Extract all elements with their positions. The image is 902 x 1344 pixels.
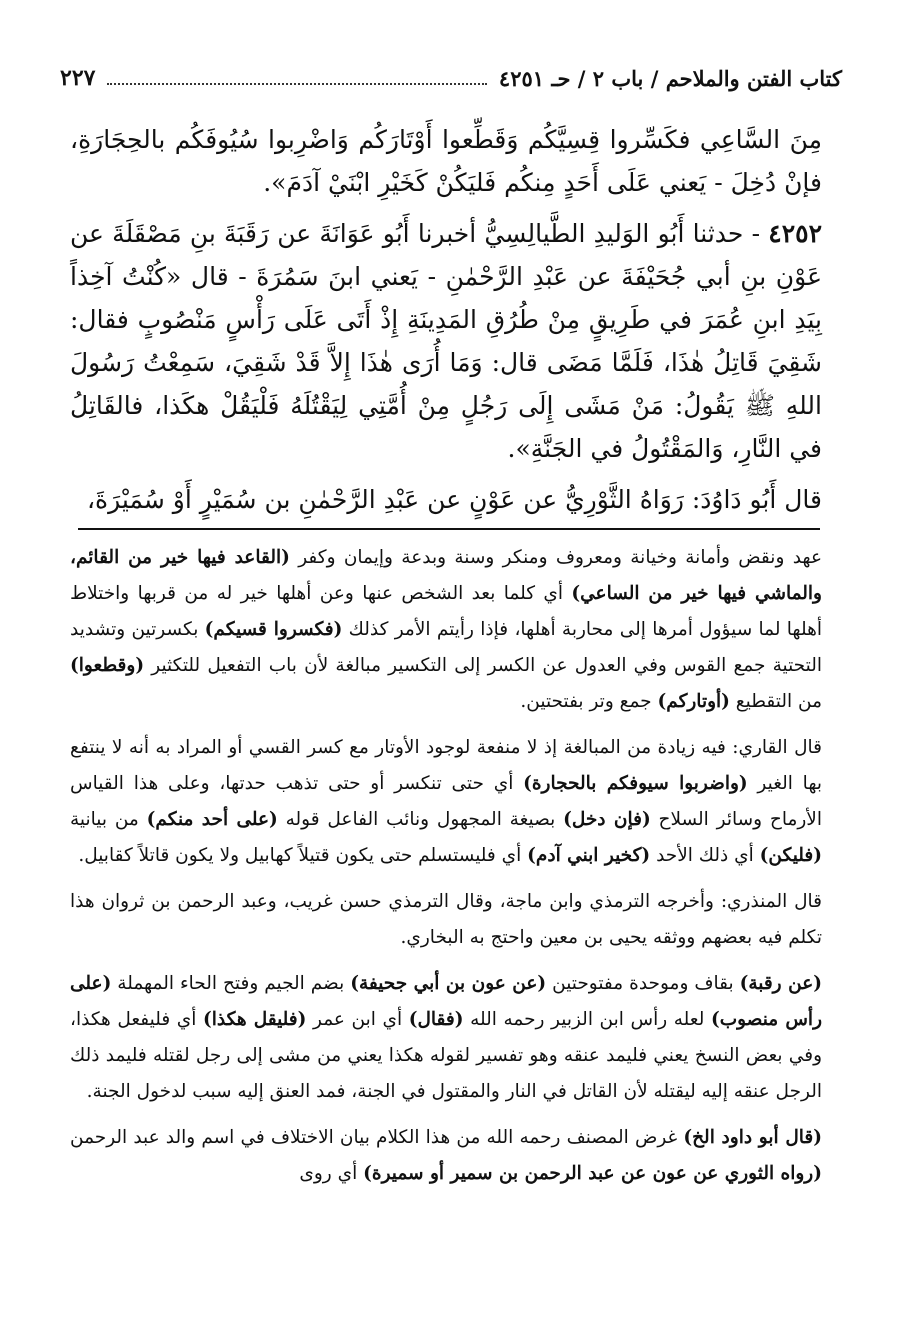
commentary — [70, 540, 822, 1202]
header-dot-leader — [107, 83, 486, 85]
commentary-quoted-phrase: (فليكن) — [759, 845, 822, 866]
commentary-quoted-phrase: (على رأس منصوب) — [70, 973, 822, 1030]
commentary-text: جمع وتر بفتحتين. — [520, 691, 658, 712]
commentary-quoted-phrase: (فليقل هكذا) — [203, 1009, 307, 1030]
commentary-quoted-phrase: (وقطعوا) — [70, 655, 145, 676]
commentary-text: أي فليستسلم حتى يكون قتيلاً كهابيل ولا يكون قاتلاً كقابيل. — [78, 845, 528, 866]
commentary-quoted-phrase: (أوتاركم) — [657, 691, 730, 712]
commentary-text: أي كلما بعد الشخص عنها وعن أهلها خير له من قربها واختلاط أهلها لما سيؤول أمرها إلى محاربة أهلها، فإذا رأيتم الأمر كذلك — [70, 583, 822, 640]
hadith-continuation: مِنَ السَّاعِي فكَسِّروا قِسِيَّكُم وَقَطِّعوا أَوْتَارَكُم وَاضْرِبوا سُيُوفَكُم بالحِجَارَةِ، فإنْ دُخِلَ - يَعني عَلَى أَحَدٍ مِنكُم فَليَكُنْ كَخَيْرِ ابْنَيْ آدَمَ». — [70, 125, 822, 197]
commentary-quoted-phrase: (عن عون بن أبي جحيفة) — [350, 973, 547, 994]
commentary-text: غرض المصنف رحمه الله من هذا الكلام بيان الاختلاف في اسم والد عبد الرحمن — [70, 1127, 684, 1148]
commentary-quoted-phrase: (على أحد منكم) — [146, 809, 278, 830]
running-header — [60, 58, 842, 98]
hadith-4252 — [70, 212, 822, 470]
commentary-text: أي حتى تنكسر أو حتى تذهب حدتها، وعلى هذا القياس الأرماح وسائر السلاح — [70, 773, 822, 830]
hadith-text — [70, 118, 822, 529]
commentary-text: قال القاري: فيه زيادة من المبالغة إذ لا منفعة لوجود الأوتار مع كسر القسي أو المراد به أنه لا ينتفع بها الغير — [70, 737, 822, 794]
commentary-quoted-phrase: (فكسروا قسيكم) — [204, 619, 343, 640]
commentary-quoted-phrase: (فقال) — [408, 1009, 464, 1030]
commentary-paragraph — [70, 730, 822, 874]
commentary-text: بصيغة المجهول ونائب الفاعل قوله — [277, 809, 564, 830]
commentary-text: أي فليفعل هكذا، وفي بعض النسخ يعني فليمد عنقه وهو تفسير لقوله هكذا يعني من مشى إلى رجل لقتله فليمد ذلك الرجل عنقه إليه ليقتله لأن القاتل في النار والمقتول في الجنة، فمد العنق إليه سبب لدخول الجنة. — [70, 1009, 822, 1102]
commentary-text: أي ذلك الأحد — [650, 845, 760, 866]
footnote-divider — [78, 528, 820, 530]
commentary-text: عهد ونقض وأمانة وخيانة ومعروف ومنكر وسنة وبدعة وإيمان وكفر — [289, 547, 822, 568]
commentary-text: بضم الجيم وفتح الحاء المهملة — [111, 973, 351, 994]
commentary-quoted-phrase: (قال أبو داود الخ) — [683, 1127, 822, 1148]
commentary-text: أي روى — [299, 1163, 364, 1184]
commentary-text: قال المنذري: وأخرجه الترمذي وابن ماجة، وقال الترمذي حسن غريب، وعبد الرحمن بن ثروان هذا تكلم فيه بعضهم ووثقه يحيى بن معين واحتج به البخاري. — [70, 891, 822, 948]
abu-dawud-remark: قال أَبُو دَاوُدَ: رَوَاهُ الثَّوْرِيُّ عن عَوْنٍ عن عَبْدِ الرَّحْمٰنِ بن سُمَيْرٍ أَوْ سُمَيْرَةَ، — [86, 485, 822, 514]
commentary-text: أي ابن عمر — [306, 1009, 409, 1030]
commentary-text: بقاف وموحدة مفتوحتين — [546, 973, 740, 994]
commentary-quoted-phrase: (عن رقبة) — [739, 973, 822, 994]
page-number: ٢٢٧ — [60, 65, 96, 91]
commentary-text: من التقطيع — [729, 691, 822, 712]
hadith-body: - حدثنا أَبُو الوَليدِ الطَّيالِسِيُّ أخبرنا أَبُو عَوَانَةَ عن رَقَبَةَ بنِ مَصْقَلَةَ عن عَوْنِ بنِ أبي جُحَيْفَةَ عن عَبْدِ الرَّحْمٰنِ - يَعني ابنَ سَمُرَةَ - قال «كُنْتُ آخِذاً بِيَدِ ابنِ عُمَرَ في طَرِيقٍ مِنْ طُرُقِ المَدِينَةِ إِذْ أَتَى عَلَى رَأْسٍ مَنْصُوبٍ فقال: شَقِيَ قَاتِلُ هٰذَا، فَلَمَّا مَضَى قال: وَمَا أُرَى هٰذَا إِلاَّ قَدْ شَقِيَ، سَمِعْتُ رَسُولَ اللهِ ﷺ يَقُولُ: مَنْ مَشَى إِلَى رَجُلٍ مِنْ أُمَّتِي لِيَقْتُلَهُ فَلْيَقُلْ هكَذا، فالقَاتِلُ في النَّارِ، وَالمَقْتُولُ في الجَنَّةِ». — [70, 219, 822, 463]
commentary-paragraph — [70, 540, 822, 720]
commentary-quoted-phrase: (رواه الثوري عن عون عن عبد الرحمن بن سمير أو سميرة) — [363, 1163, 822, 1184]
commentary-quoted-phrase: (القاعد فيها خير من القائم، والماشي فيها خير من الساعي) — [70, 547, 822, 604]
header-title: كتاب الفتن والملاحم / باب ٢ / حـ ٤٢٥١ — [498, 65, 842, 91]
commentary-paragraph — [70, 1120, 822, 1192]
commentary-quoted-phrase: (فإن دخل) — [563, 809, 651, 830]
commentary-text: من بيانية — [70, 809, 147, 830]
commentary-paragraph — [70, 966, 822, 1110]
commentary-quoted-phrase: (واضربوا سيوفكم بالحجارة) — [523, 773, 748, 794]
commentary-text: لعله رأس ابن الزبير رحمه الله — [463, 1009, 711, 1030]
hadith-number: ٤٢٥٢ — [768, 219, 822, 248]
commentary-quoted-phrase: (كخير ابني آدم) — [527, 845, 651, 866]
commentary-text: بكسرتين وتشديد التحتية جمع القوس وفي العدول عن الكسر إلى التكسير مبالغة لأن باب التفعيل للتكثير — [70, 619, 822, 676]
commentary-paragraph — [70, 884, 822, 956]
